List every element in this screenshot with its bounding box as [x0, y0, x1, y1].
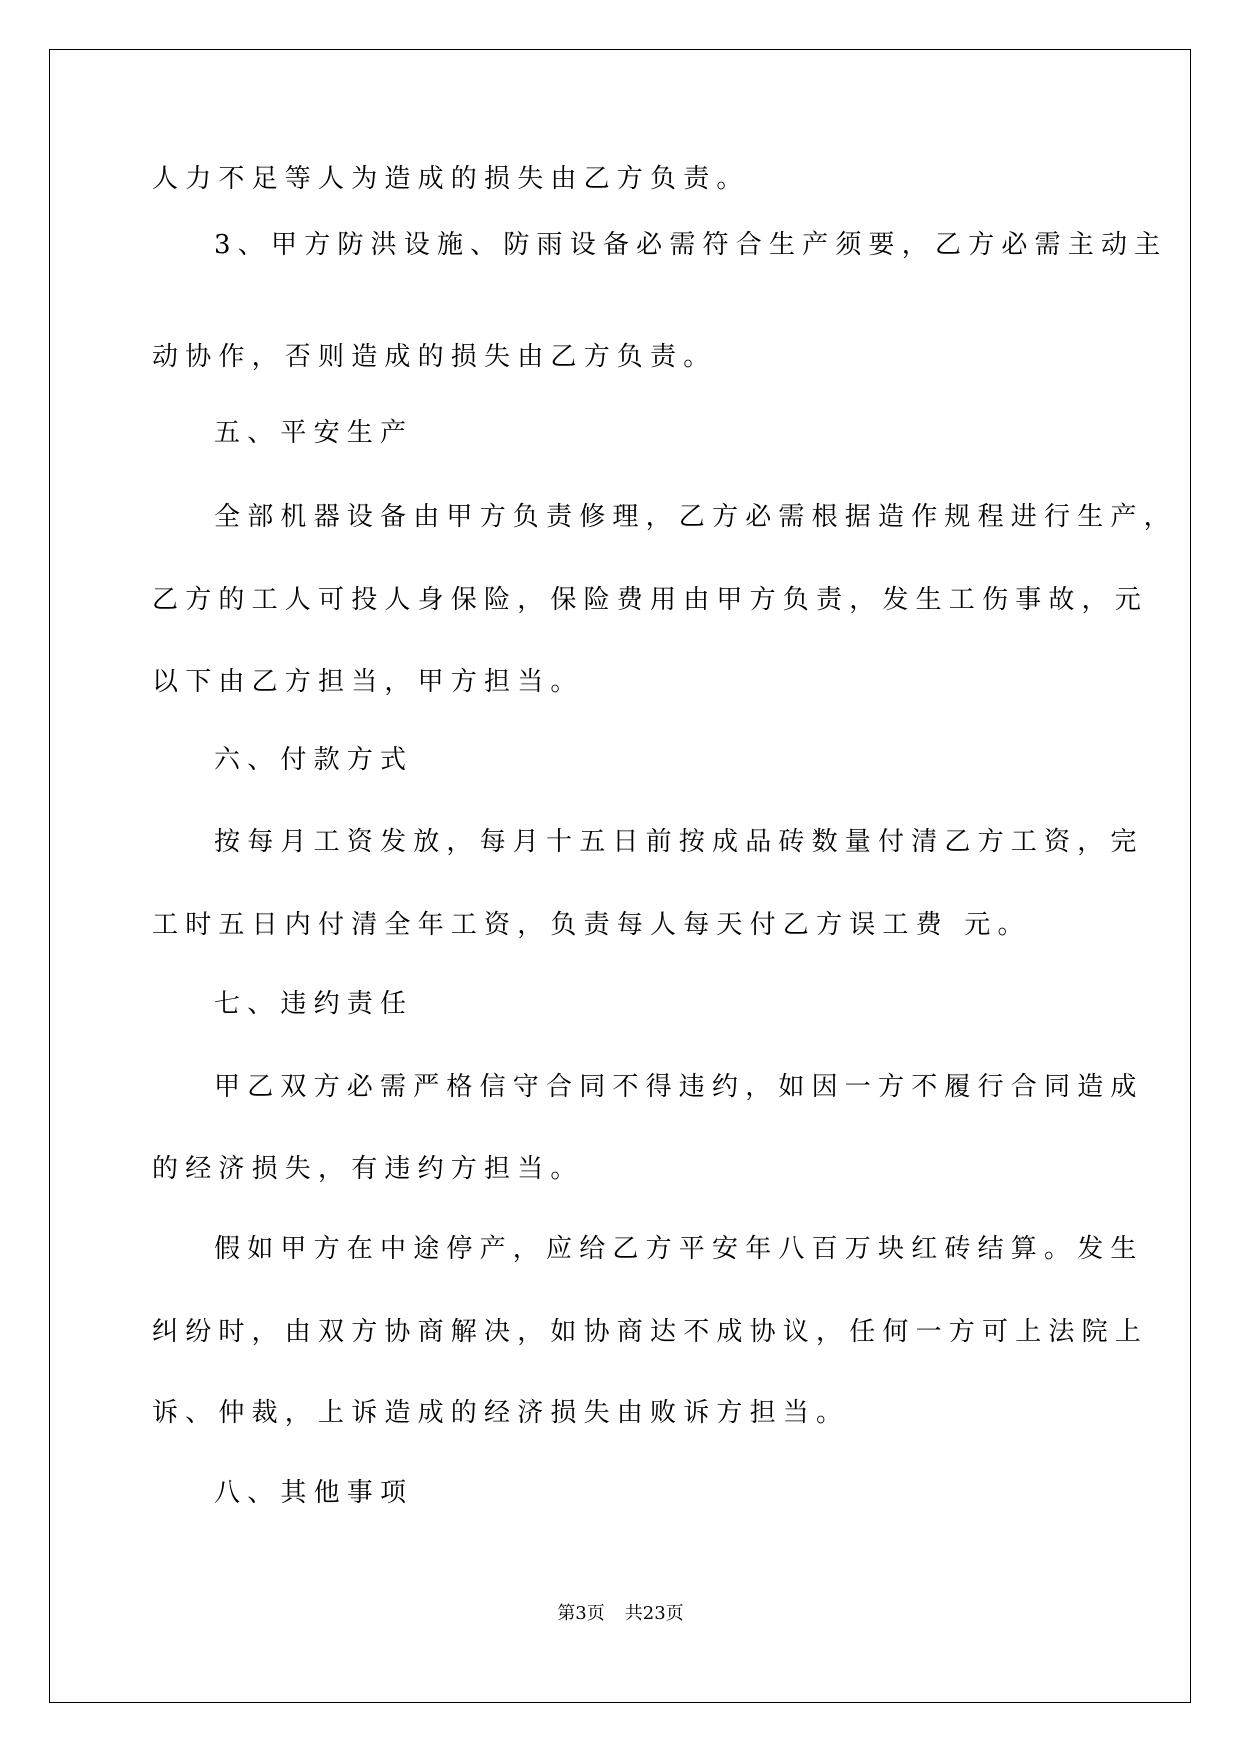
text-line: 动协作，否则造成的损失由乙方负责。: [152, 342, 717, 372]
text-line: 人力不足等人为造成的损失由乙方负责。: [152, 164, 750, 194]
text-line: 乙方的工人可投人身保险，保险费用由甲方负责，发生工伤事故，元: [152, 585, 1149, 615]
section-heading: 七、违约责任: [214, 989, 414, 1019]
page-frame: [49, 49, 1191, 1703]
page-number: 第3页: [557, 1603, 605, 1624]
text-line: 甲乙双方必需严格信守合同不得违约，如因一方不履行合同造成: [214, 1072, 1144, 1102]
section-heading: 六、付款方式: [214, 745, 414, 775]
section-heading: 八、其他事项: [214, 1478, 414, 1508]
section-heading: 五、平安生产: [214, 418, 414, 448]
text-line: 诉、仲裁，上诉造成的经济损失由败诉方担当。: [152, 1398, 850, 1428]
text-line: 纠纷时，由双方协商解决，如协商达不成协议，任何一方可上法院上: [152, 1317, 1149, 1347]
text-line: 按每月工资发放，每月十五日前按成品砖数量付清乙方工资，完: [214, 827, 1144, 857]
text-line: 以下由乙方担当，甲方担当。: [152, 667, 584, 697]
text-line: 的经济损失，有违约方担当。: [152, 1154, 584, 1184]
page-footer: [0, 1602, 1241, 1626]
text-line: 工时五日内付清全年工资，负责每人每天付乙方误工费 元。: [152, 910, 1031, 940]
text-line: 假如甲方在中途停产，应给乙方平安年八百万块红砖结算。发生: [214, 1234, 1144, 1264]
page-count: 共23页: [624, 1603, 684, 1624]
text-line: 3、甲方防洪设施、防雨设备必需符合生产须要，乙方必需主动主: [214, 230, 1168, 260]
text-line: 全部机器设备由甲方负责修理，乙方必需根据造作规程进行生产，: [214, 502, 1177, 532]
